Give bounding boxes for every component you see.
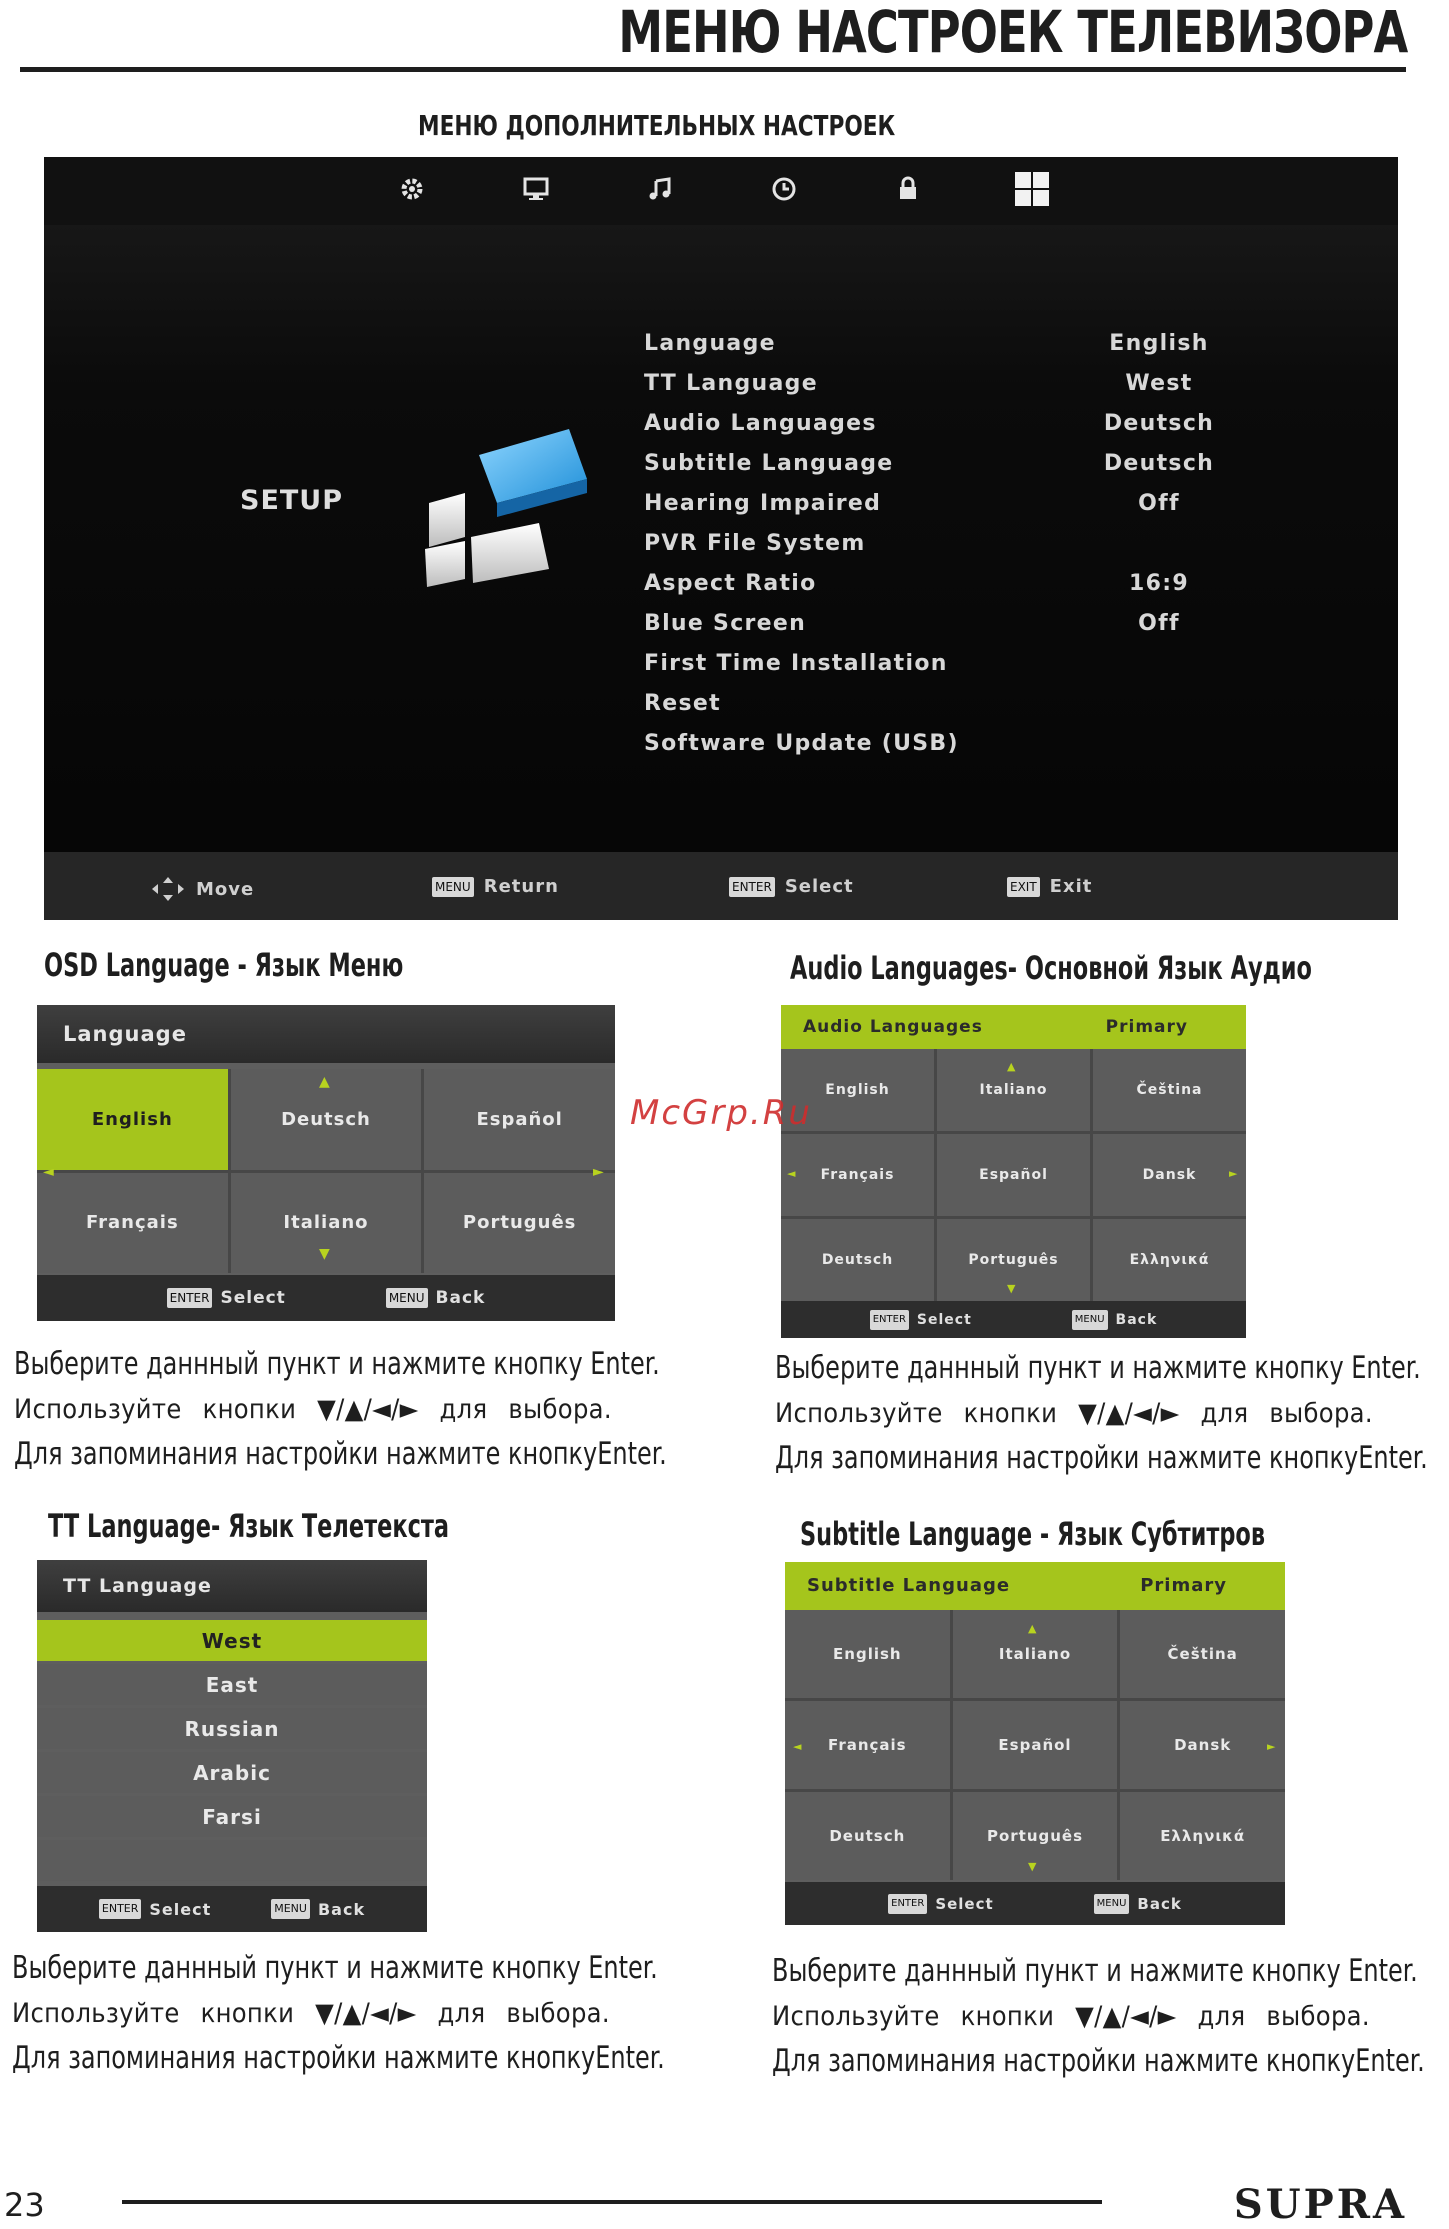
instruction-line: Используйте кнопки ▼/▲/◄/► для выбора.: [14, 1394, 612, 1425]
lang-option-deutsch[interactable]: Deutsch: [781, 1219, 934, 1301]
setup-item-first-time-installation[interactable]: [644, 644, 1074, 684]
lang-option-espanol[interactable]: Español: [953, 1701, 1118, 1789]
subtitle-language-grid: [785, 1610, 1285, 1880]
lang-option-francais[interactable]: Français: [781, 1134, 934, 1216]
tt-option-russian[interactable]: Russian: [37, 1708, 427, 1749]
panel-footer: [37, 1886, 427, 1932]
hint-label: Move: [196, 878, 255, 900]
down-arrow-icon[interactable]: ▼: [1007, 1282, 1016, 1295]
setup-item-label: Hearing Impaired: [644, 491, 882, 516]
osd-heading: OSD Language - Язык Меню: [44, 946, 404, 984]
footer-select: [99, 1899, 211, 1919]
panel-title: Language: [37, 1005, 615, 1063]
footer-label: Back: [317, 1899, 366, 1919]
setup-item-label: First Time Installation: [644, 651, 948, 676]
watermark: McGrp.Ru: [630, 1093, 812, 1133]
instruction-line: Используйте кнопки ▼/▲/◄/► для выбора.: [772, 2001, 1370, 2032]
setup-item-label: PVR File System: [644, 531, 866, 556]
instruction-line: Используйте кнопки ▼/▲/◄/► для выбора.: [775, 1398, 1373, 1429]
lang-option-greek[interactable]: Ελληνικά: [1093, 1219, 1246, 1301]
footer-select: [870, 1310, 972, 1330]
tt-option-west[interactable]: West: [37, 1620, 427, 1661]
instructions-audio: [775, 1346, 1449, 1481]
lang-option-greek[interactable]: Ελληνικά: [1120, 1792, 1285, 1880]
setup-item-value: Deutsch: [1103, 411, 1215, 436]
footer-back: [1094, 1894, 1182, 1914]
hint-label: Exit: [1049, 876, 1093, 897]
lang-option-francais[interactable]: Français: [37, 1173, 228, 1274]
lang-option-portugues[interactable]: Português: [937, 1219, 1090, 1301]
setup-item-value: Deutsch: [1103, 451, 1215, 476]
lang-option-deutsch[interactable]: Deutsch: [785, 1792, 950, 1880]
panel-title: TT Language: [37, 1560, 427, 1612]
footer-label: Back: [1137, 1894, 1182, 1913]
lock-icon[interactable]: [890, 171, 926, 207]
enter-key-icon: ENTER: [167, 1288, 213, 1308]
menu-key-icon: MENU: [1094, 1894, 1130, 1914]
menu-key-icon: MENU: [386, 1288, 428, 1308]
footer-select: [167, 1288, 286, 1308]
header-divider: [20, 67, 1406, 72]
instructions-subtitle: [772, 1949, 1449, 2084]
page-title: МЕНЮ НАСТРОЕК ТЕЛЕВИЗОРА: [618, 0, 1407, 66]
setup-item-label: Audio Languages: [644, 411, 877, 436]
footer-divider: [122, 2200, 1102, 2204]
brand-logo: SUPRA: [1233, 2181, 1407, 2228]
setup-item-blue-screen[interactable]: [644, 604, 1180, 644]
tv-hint-bar: [44, 852, 1398, 920]
osd-language-panel: [37, 1005, 615, 1321]
lang-option-cestina[interactable]: Čeština: [1120, 1610, 1285, 1698]
footer-back: [386, 1288, 486, 1308]
hint-label: Select: [784, 876, 854, 897]
lang-option-portugues[interactable]: Português: [424, 1173, 615, 1274]
dpad-arrows-icon: [150, 876, 186, 902]
menu-key-icon: MENU: [432, 877, 474, 897]
footer-label: Back: [435, 1288, 486, 1308]
gear-icon[interactable]: [394, 171, 430, 207]
setup-item-value: English: [1109, 331, 1209, 356]
instruction-line: Выберите даннный пункт и нажмите кнопку Enter.: [12, 1950, 658, 1986]
setup-item-audio-languages[interactable]: [644, 404, 1215, 444]
right-arrow-icon[interactable]: ►: [1267, 1740, 1276, 1753]
setup-item-label: Blue Screen: [644, 611, 807, 636]
lang-option-dansk[interactable]: Dansk: [1093, 1134, 1246, 1216]
footer-select: [888, 1894, 994, 1914]
setup-item-reset[interactable]: [644, 684, 1074, 724]
panel-footer: [785, 1882, 1285, 1925]
audio-languages-panel: [781, 1005, 1246, 1338]
left-arrow-icon[interactable]: ◄: [43, 1164, 54, 1180]
footer-label: Back: [1115, 1311, 1158, 1328]
audio-language-grid: [781, 1049, 1246, 1301]
lang-option-english[interactable]: English: [37, 1069, 228, 1170]
lang-option-portugues[interactable]: Português: [953, 1792, 1118, 1880]
hint-move: [150, 876, 254, 902]
setup-item-label: TT Language: [644, 371, 818, 396]
instructions-osd: [14, 1342, 694, 1477]
hint-label: Return: [483, 876, 559, 897]
setup-item-value: 16:9: [1129, 571, 1189, 596]
lang-option-italiano[interactable]: Italiano: [231, 1173, 422, 1274]
lang-option-dansk[interactable]: Dansk: [1120, 1701, 1285, 1789]
right-arrow-icon[interactable]: ►: [593, 1164, 604, 1180]
enter-key-icon: ENTER: [870, 1310, 909, 1330]
tv-tab-bar: [44, 157, 1398, 225]
subtitle-language-panel: [785, 1562, 1285, 1925]
section-title-advanced: МЕНЮ ДОПОЛНИТЕЛЬНЫХ НАСТРОЕК: [418, 109, 896, 142]
tt-language-panel: [37, 1560, 427, 1932]
page-number: 23: [4, 2186, 45, 2224]
setup-item-aspect-ratio[interactable]: [644, 564, 1189, 604]
setup-item-hearing-impaired[interactable]: [644, 484, 1180, 524]
footer-back: [271, 1899, 365, 1919]
down-arrow-icon[interactable]: ▼: [1028, 1860, 1037, 1873]
lang-option-espanol[interactable]: Español: [937, 1134, 1090, 1216]
footer-label: Select: [935, 1894, 994, 1913]
setup-item-value: Off: [1138, 611, 1180, 636]
instruction-line: Для запоминания настройки нажмите кнопкуEnter.: [772, 2043, 1425, 2079]
setup-item-tt-language[interactable]: [644, 364, 1193, 404]
setup-item-subtitle-language[interactable]: [644, 444, 1215, 484]
tt-option-arabic[interactable]: Arabic: [37, 1752, 427, 1793]
setup-item-label: Reset: [644, 691, 721, 716]
music-note-icon[interactable]: [642, 171, 678, 207]
lang-option-cestina[interactable]: Čeština: [1093, 1049, 1246, 1131]
instruction-line: Выберите даннный пункт и нажмите кнопку Enter.: [775, 1350, 1421, 1386]
right-arrow-icon[interactable]: ►: [1229, 1167, 1238, 1180]
panel-footer: [37, 1275, 615, 1321]
clock-icon[interactable]: [766, 171, 802, 207]
up-arrow-icon[interactable]: ▲: [1007, 1060, 1016, 1073]
lang-option-english[interactable]: English: [785, 1610, 950, 1698]
enter-key-icon: ENTER: [729, 877, 775, 897]
tt-option-east[interactable]: East: [37, 1664, 427, 1705]
panel-title: Audio Languages: [803, 1017, 983, 1037]
setup-label: SETUP: [240, 485, 344, 516]
footer-label: Select: [220, 1288, 286, 1308]
footer-label: Select: [916, 1311, 972, 1328]
lang-option-deutsch[interactable]: Deutsch: [231, 1069, 422, 1170]
instruction-line: Для запоминания настройки нажмите кнопкуEnter.: [775, 1440, 1428, 1476]
monitor-icon[interactable]: [518, 171, 554, 207]
setup-cubes-icon: [409, 419, 629, 589]
setup-item-value: West: [1125, 371, 1193, 396]
hint-select: [729, 876, 854, 897]
setup-item-pvr-file-system[interactable]: [644, 524, 1074, 564]
panel-footer: [781, 1301, 1246, 1338]
instructions-tt: [12, 1946, 692, 2081]
tt-heading: TT Language- Язык Телетекста: [48, 1507, 450, 1545]
instruction-line: Для запоминания настройки нажмите кнопкуEnter.: [12, 2040, 665, 2076]
lang-option-italiano[interactable]: Italiano: [953, 1610, 1118, 1698]
menu-key-icon: MENU: [271, 1899, 310, 1919]
instruction-line: Для запоминания настройки нажмите кнопкуEnter.: [14, 1436, 667, 1472]
setup-item-label: Subtitle Language: [644, 451, 894, 476]
setup-item-label: Aspect Ratio: [644, 571, 817, 596]
hint-return: [432, 876, 559, 897]
osd-language-grid: [37, 1069, 615, 1273]
footer-back: [1072, 1310, 1157, 1330]
menu-key-icon: MENU: [1072, 1310, 1108, 1330]
lang-option-francais[interactable]: Français: [785, 1701, 950, 1789]
panel-header: [781, 1005, 1246, 1049]
subtitle-heading: Subtitle Language - Язык Субтитров: [800, 1515, 1266, 1553]
setup-item-software-update[interactable]: [644, 724, 1074, 764]
tt-option-empty: [37, 1840, 427, 1881]
lang-option-espanol[interactable]: Español: [424, 1069, 615, 1170]
hint-exit: [1007, 876, 1092, 897]
down-arrow-icon[interactable]: ▼: [319, 1246, 330, 1262]
instruction-line: Используйте кнопки ▼/▲/◄/► для выбора.: [12, 1998, 610, 2029]
left-arrow-icon[interactable]: ◄: [787, 1167, 796, 1180]
tv-setup-screen: [44, 157, 1398, 920]
setup-item-value: Off: [1138, 491, 1180, 516]
panel-header: [785, 1562, 1285, 1610]
setup-item-label: Language: [644, 331, 776, 356]
grid-icon[interactable]: [1014, 171, 1050, 207]
lang-option-italiano[interactable]: Italiano: [937, 1049, 1090, 1131]
instruction-line: Выберите даннный пункт и нажмите кнопку Enter.: [14, 1346, 660, 1382]
panel-mode: Primary: [1140, 1575, 1227, 1596]
instruction-line: Выберите даннный пункт и нажмите кнопку Enter.: [772, 1953, 1418, 1989]
enter-key-icon: ENTER: [888, 1894, 927, 1914]
lang-option-english[interactable]: English: [781, 1049, 934, 1131]
exit-key-icon: EXIT: [1007, 877, 1040, 897]
left-arrow-icon[interactable]: ◄: [793, 1740, 802, 1753]
setup-item-label: Software Update (USB): [644, 731, 959, 756]
panel-title: Subtitle Language: [807, 1575, 1011, 1596]
tt-option-farsi[interactable]: Farsi: [37, 1796, 427, 1837]
panel-mode: Primary: [1105, 1017, 1188, 1037]
up-arrow-icon[interactable]: ▲: [319, 1074, 330, 1090]
enter-key-icon: ENTER: [99, 1899, 142, 1919]
audio-heading: Audio Languages- Основной Язык Аудио: [790, 949, 1312, 987]
setup-item-language[interactable]: [644, 324, 1209, 364]
up-arrow-icon[interactable]: ▲: [1028, 1622, 1037, 1635]
footer-label: Select: [149, 1899, 212, 1919]
